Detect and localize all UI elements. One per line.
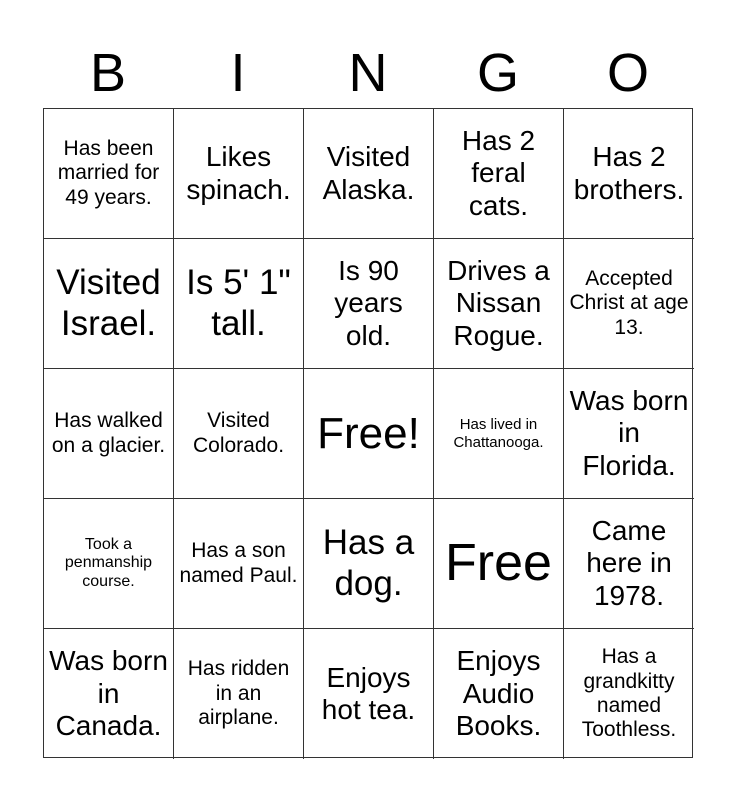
free-space-text: Free [445,534,552,593]
bingo-cell-r3-c3-free[interactable] [304,369,434,499]
header-letter-i: I [230,43,246,103]
bingo-cell-r5-c2[interactable] [174,629,304,759]
cell-text: Is 5' 1" tall. [186,262,291,343]
cell-text: Has walked on a glacier. [51,409,166,457]
header-letter-n: N [348,43,388,103]
bingo-cell-r4-c1[interactable] [44,499,174,629]
cell-text: Has been married for 49 years. [57,136,160,209]
bingo-cell-r4-c2[interactable] [174,499,304,629]
cell-text: Enjoys hot tea. [321,661,416,725]
bingo-cell-r1-c3[interactable] [304,109,434,239]
cell-text: Likes spinach. [186,141,291,205]
bingo-cell-r4-c3[interactable] [304,499,434,629]
bingo-cell-r3-c5[interactable] [564,369,694,499]
cell-text: Visited Israel. [56,262,161,343]
cell-text: Visited Colorado. [192,409,285,457]
bingo-cell-r2-c3[interactable] [304,239,434,369]
header-letter-o: O [606,43,649,103]
bingo-cell-r5-c4[interactable] [434,629,564,759]
cell-text: Has ridden in an airplane. [187,657,290,730]
bingo-header [43,38,693,108]
bingo-cell-r2-c5[interactable] [564,239,694,369]
cell-text: Was born in Florida. [569,384,689,481]
cell-text: Took a penmanship course. [64,535,153,590]
header-letter-b: B [89,43,127,103]
bingo-cell-r2-c1[interactable] [44,239,174,369]
cell-text: Has 2 feral cats. [461,124,536,221]
bingo-cell-r1-c2[interactable] [174,109,304,239]
bingo-cell-r4-c4-free[interactable] [434,499,564,629]
bingo-cell-r5-c3[interactable] [304,629,434,759]
header-letter-g: G [476,43,519,103]
cell-text: Enjoys Audio Books. [455,645,542,742]
cell-text: Has a grandkitty named Toothless. [581,645,677,742]
bingo-cell-r1-c5[interactable] [564,109,694,239]
bingo-cell-r3-c1[interactable] [44,369,174,499]
cell-text: Was born in Canada. [49,645,168,742]
bingo-cell-r3-c2[interactable] [174,369,304,499]
bingo-board [43,108,693,758]
cell-text: Drives a Nissan Rogue. [447,254,550,351]
cell-text: Visited Alaska. [322,141,415,205]
cell-text: Is 90 years old. [334,254,403,351]
bingo-cell-r5-c5[interactable] [564,629,694,759]
cell-text: Accepted Christ at age 13. [569,266,689,339]
bingo-cell-r1-c1[interactable] [44,109,174,239]
bingo-cell-r2-c2[interactable] [174,239,304,369]
cell-text: Has lived in Chattanooga. [453,416,544,451]
bingo-cell-r5-c1[interactable] [44,629,174,759]
bingo-cell-r2-c4[interactable] [434,239,564,369]
cell-text: Has a dog. [322,522,415,603]
cell-text: Has a son named Paul. [179,539,298,587]
free-space-text: Free! [317,408,420,458]
cell-text: Came here in 1978. [586,514,672,611]
bingo-cell-r1-c4[interactable] [434,109,564,239]
bingo-cell-r3-c4[interactable] [434,369,564,499]
cell-text: Has 2 brothers. [573,141,685,205]
bingo-cell-r4-c5[interactable] [564,499,694,629]
